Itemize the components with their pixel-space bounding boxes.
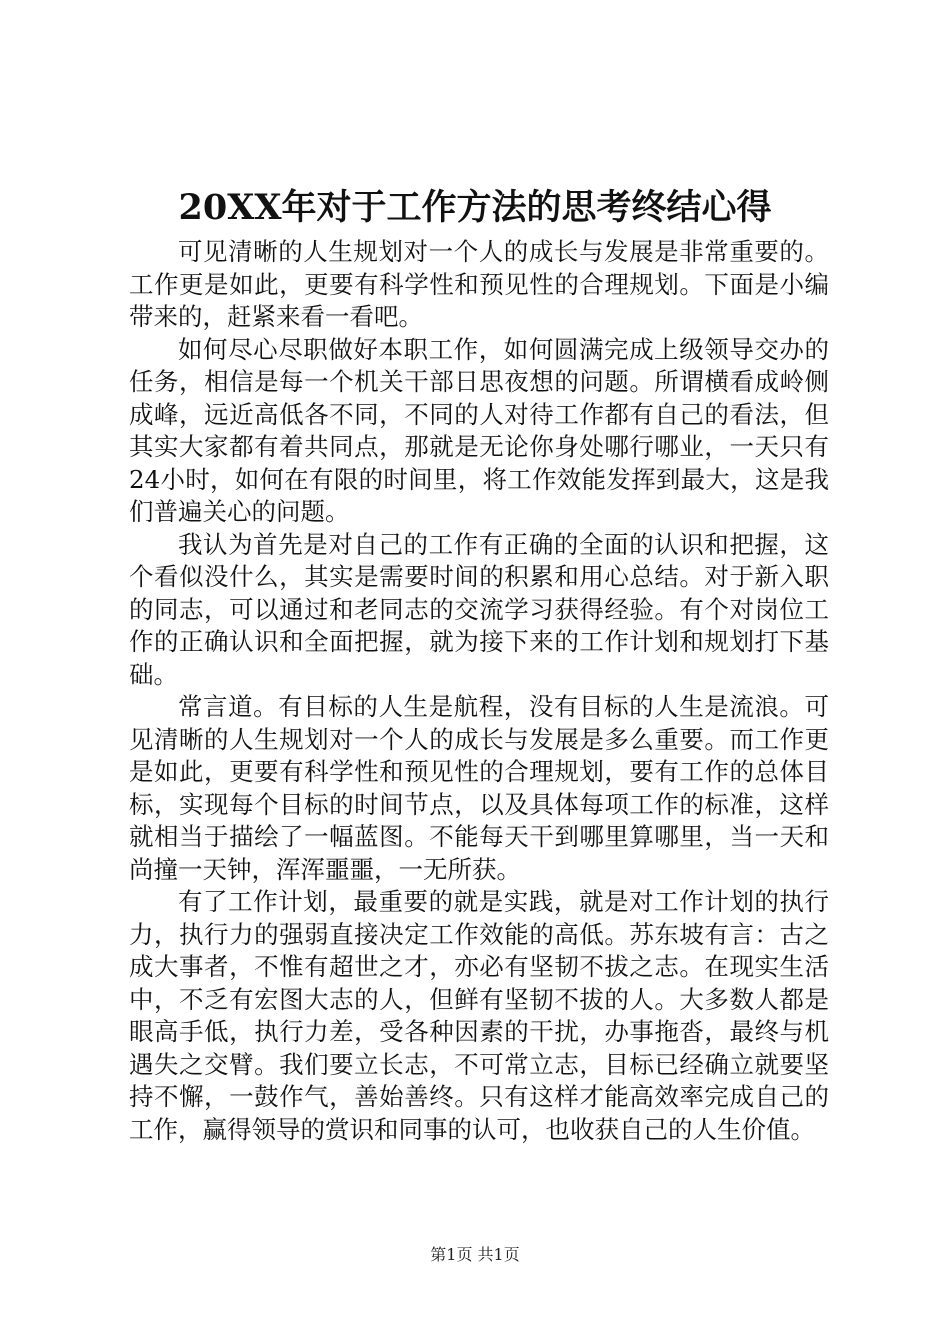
- document-title: 20XX年对于工作方法的思考终结心得: [178, 187, 772, 228]
- paragraph-1: 可见清晰的人生规划对一个人的成长与发展是非常重要的。工作更是如此，更要有科学性和预见性的合理规划。下面是小编带来的，赶紧来看一看吧。: [129, 237, 829, 331]
- document-body: [129, 236, 829, 1146]
- paragraph-2: 如何尽心尽职做好本职工作，如何圆满完成上级领导交办的任务，相信是每一个机关干部日思夜想的问题。所谓横看成岭侧成峰，远近高低各不同，不同的人对待工作都有自己的看法，但其实大家都有着共同点，那就是无论你身处哪行哪业，一天只有24小时，如何在有限的时间里，将工作效能发挥到最大，这是我们普遍关心的问题。: [129, 334, 829, 526]
- paragraph-3: 我认为首先是对自己的工作有正确的全面的认识和把握，这个看似没什么，其实是需要时间的积累和用心总结。对于新入职的同志，可以通过和老同志的交流学习获得经验。有个对岗位工作的正确认识和全面把握，就为接下来的工作计划和规划打下基础。: [129, 529, 829, 689]
- paragraph-4: 常言道。有目标的人生是航程，没有目标的人生是流浪。可见清晰的人生规划对一个人的成长与发展是多么重要。而工作更是如此，更要有科学性和预见性的合理规划，要有工作的总体目标，实现每个目标的时间节点，以及具体每项工作的标准，这样就相当于描绘了一幅蓝图。不能每天干到哪里算哪里，当一天和尚撞一天钟，浑浑噩噩，一无所获。: [129, 692, 829, 884]
- paragraph-5: 有了工作计划，最重要的就是实践，就是对工作计划的执行力，执行力的强弱直接决定工作效能的高低。苏东坡有言：古之成大事者，不惟有超世之才，亦必有坚韧不拔之志。在现实生活中，不乏有宏图大志的人，但鲜有坚韧不拔的人。大多数人都是眼高手低，执行力差，受各种因素的干扰，办事拖沓，最终与机遇失之交臂。我们要立长志，不可常立志，目标已经确立就要坚持不懈，一鼓作气，善始善终。只有这样才能高效率完成自己的工作，赢得领导的赏识和同事的认可，也收获自己的人生价值。: [129, 887, 829, 1144]
- page-footer: 第1页 共1页: [430, 1245, 520, 1264]
